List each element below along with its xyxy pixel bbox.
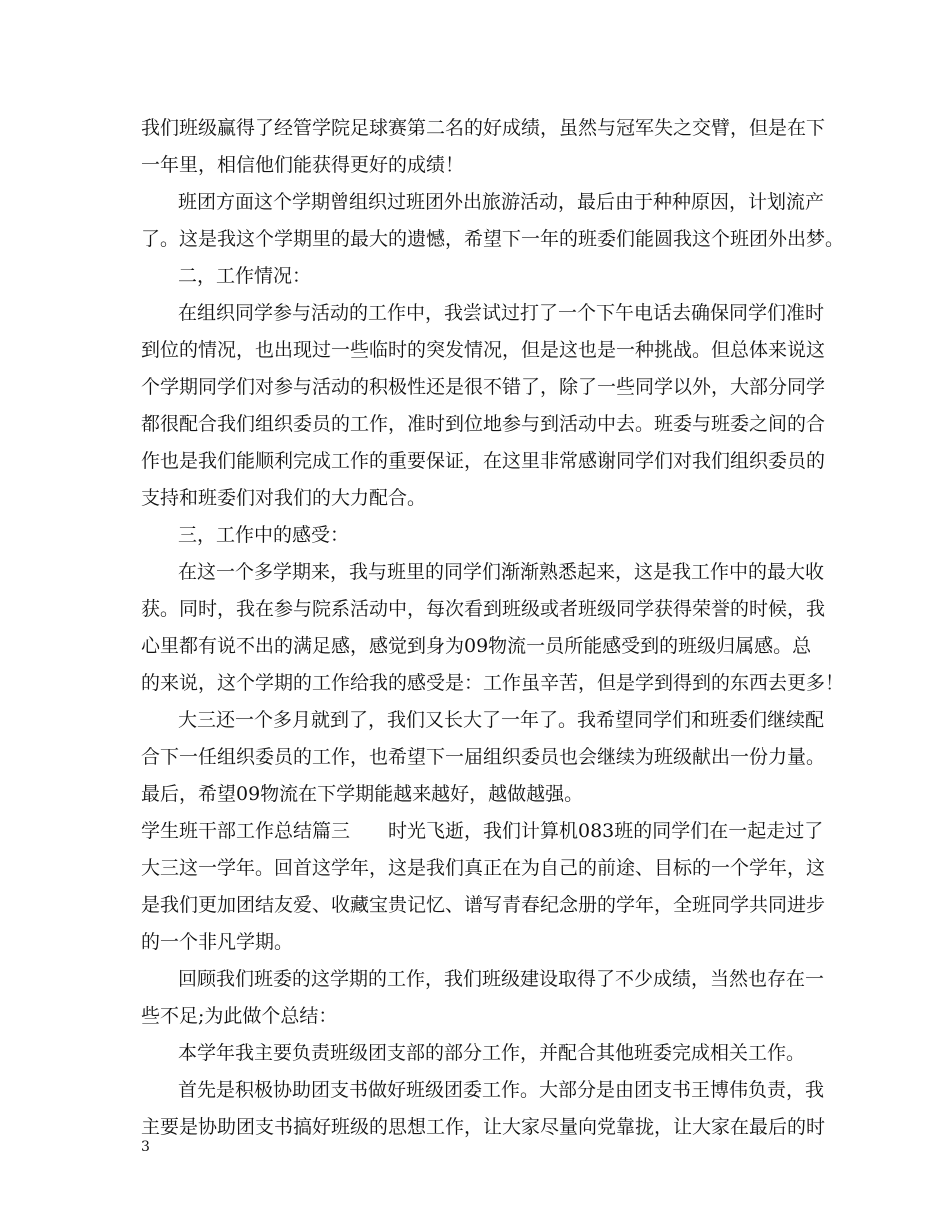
- text-line: 一年里，相信他们能获得更好的成绩！: [141, 154, 465, 176]
- text-line: 本学年我主要负责班级团支部的部分工作，并配合其他班委完成相关工作。: [178, 1042, 806, 1064]
- text-line: 到位的情况，也出现过一些临时的突发情况，但是这也是一种挑战。但总体来说这: [141, 339, 826, 361]
- text-line: 都很配合我们组织委员的工作，准时到位地参与到活动中去。班委与班委之间的合: [141, 413, 826, 435]
- text-line: 大三还一个多月就到了，我们又长大了一年了。我希望同学们和班委们继续配: [178, 709, 825, 731]
- text-line: 的一个非凡学期。: [141, 931, 294, 953]
- text-line: 回顾我们班委的这学期的工作，我们班级建设取得了不少成绩，当然也存在一: [178, 968, 825, 990]
- section-title-line: 学生班干部工作总结篇三 时光飞逝，我们计算机083班的同学们在一起走过了: [141, 820, 824, 842]
- text-line: 主要是协助团支书搞好班级的思想工作，让大家尽量向党靠拢，让大家在最后的时: [141, 1116, 826, 1138]
- text-line: 合下一任组织委员的工作，也希望下一届组织委员也会继续为班级献出一份力量。: [141, 746, 826, 768]
- text-line: 在组织同学参与活动的工作中，我尝试过打了一个下午电话去确保同学们准时: [178, 302, 825, 324]
- text-line: 最后，希望09物流在下学期能越来越好，越做越强。: [141, 783, 584, 805]
- text-line: 首先是积极协助团支书做好班级团委工作。大部分是由团支书王博伟负责，我: [178, 1079, 825, 1101]
- text-line: 获。同时，我在参与院系活动中，每次看到班级或者班级同学获得荣誉的时候，我: [141, 598, 826, 620]
- text-line: 是我们更加团结友爱、收藏宝贵记忆、谱写青春纪念册的学年，全班同学共同进步: [141, 894, 826, 916]
- text-line: 了。这是我这个学期里的最大的遗憾，希望下一年的班委们能圆我这个班团外出梦。: [141, 228, 845, 250]
- text-line: 在这一个多学期来，我与班里的同学们渐渐熟悉起来，这是我工作中的最大收: [178, 561, 825, 583]
- section-heading: 三，工作中的感受：: [178, 524, 350, 546]
- text-line: 个学期同学们对参与活动的积极性还是很不错了，除了一些同学以外，大部分同学: [141, 376, 826, 398]
- text-line: 班团方面这个学期曾组织过班团外出旅游活动，最后由于种种原因，计划流产: [178, 191, 825, 213]
- text-line: 大三这一学年。回首这学年，这是我们真正在为自己的前途、目标的一个学年，这: [141, 857, 826, 879]
- text-line: 心里都有说不出的满足感，感觉到身为09物流一员所能感受到的班级归属感。总: [141, 635, 812, 657]
- section-heading: 二，工作情况：: [178, 265, 312, 287]
- text-line: 些不足;为此做个总结：: [141, 1005, 338, 1027]
- text-line: 我们班级赢得了经管学院足球赛第二名的好成绩，虽然与冠军失之交臂，但是在下: [141, 117, 826, 139]
- page-number: 3: [141, 1139, 150, 1155]
- text-line: 作也是我们能顺利完成工作的重要保证，在这里非常感谢同学们对我们组织委员的: [141, 450, 826, 472]
- text-line: 的来说，这个学期的工作给我的感受是：工作虽辛苦，但是学到得到的东西去更多！: [141, 672, 845, 694]
- text-line: 支持和班委们对我们的大力配合。: [141, 487, 427, 509]
